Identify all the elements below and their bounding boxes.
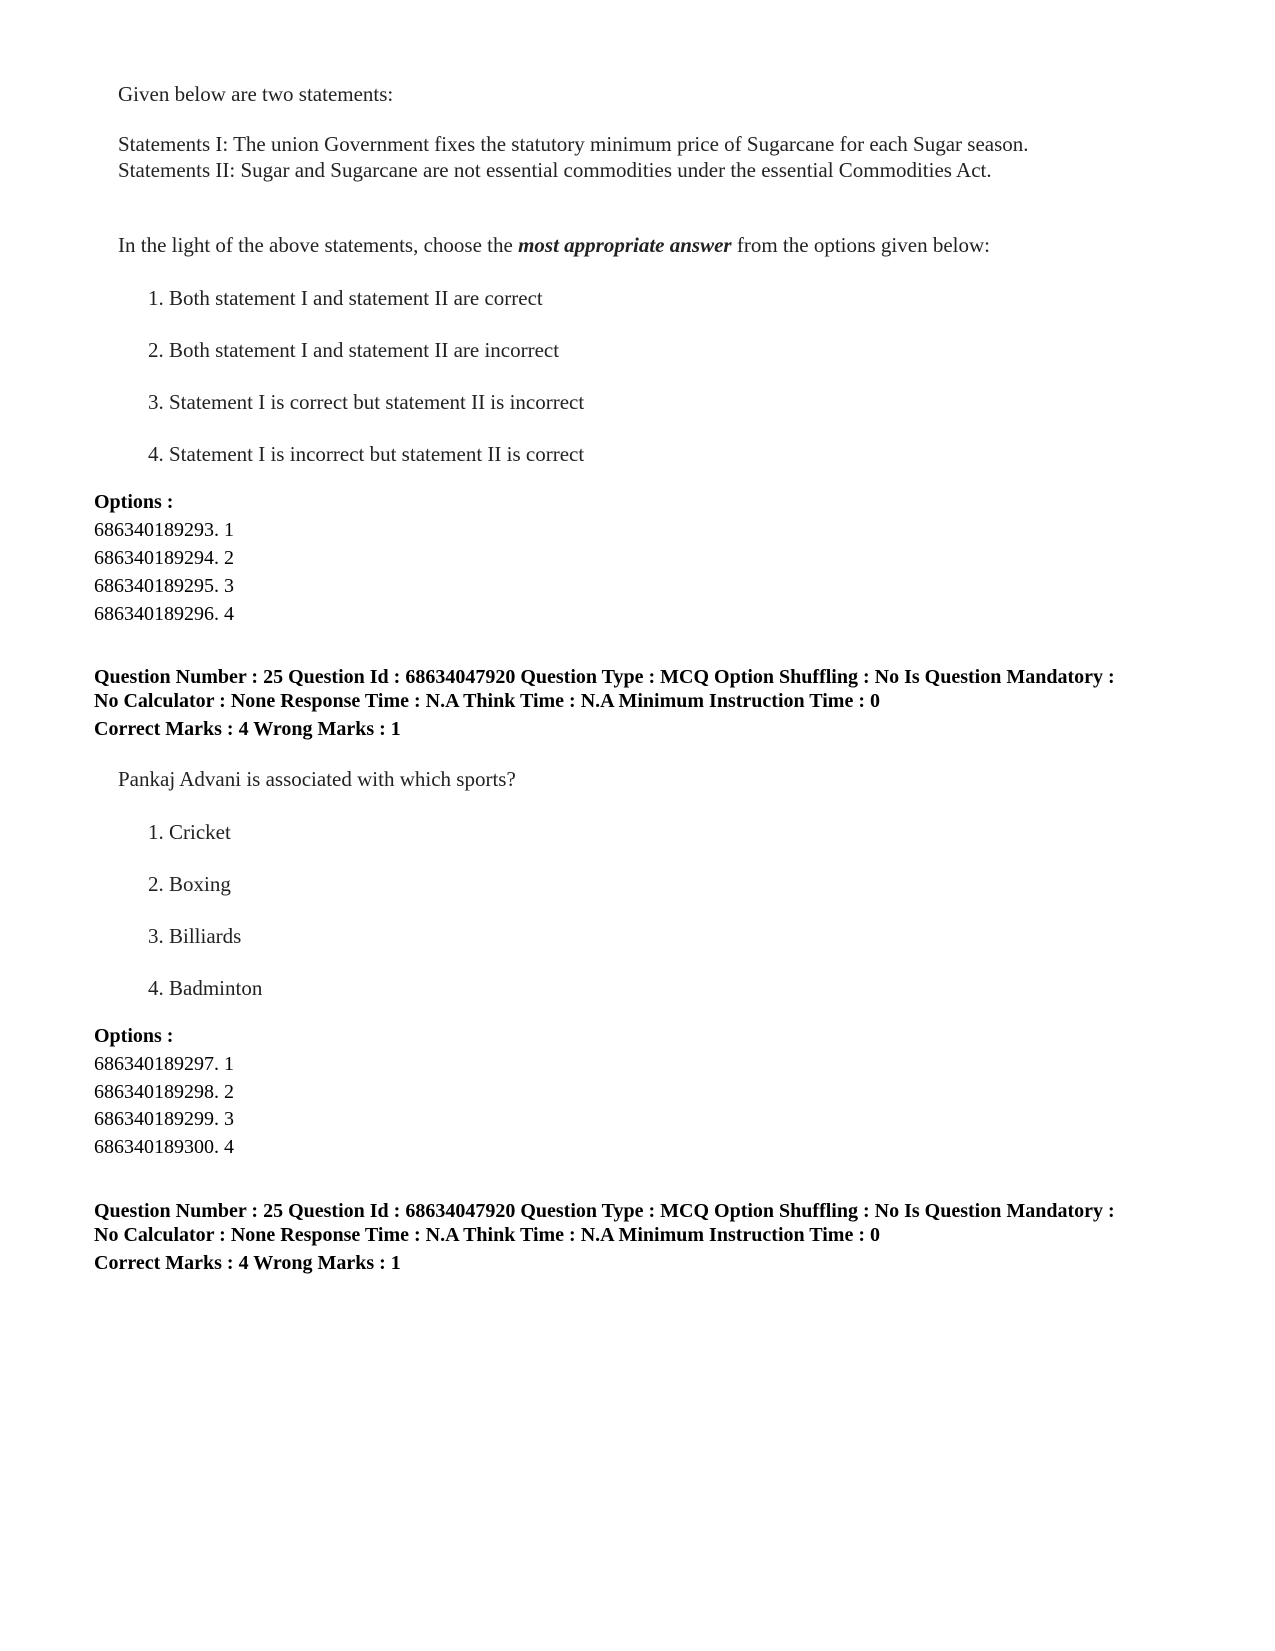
question-prompt (118, 233, 990, 258)
choice-item: 2. Boxing (148, 872, 231, 896)
option-line: 686340189295. 3 (94, 575, 234, 597)
question-meta (94, 665, 1214, 741)
question-intro: Given below are two statements: (118, 82, 394, 106)
options-label: Options : (94, 491, 174, 513)
option-line: 686340189293. 1 (94, 519, 234, 541)
choice-item: 2. Both statement I and statement II are incorrect (148, 338, 560, 362)
meta-line: Question Number : 25 Question Id : 68634047920 Question Type : MCQ Option Shuffling : No Is Question Mandatory : (94, 1200, 1115, 1222)
option-line: 686340189294. 2 (94, 547, 234, 569)
option-line: 686340189297. 1 (94, 1053, 234, 1075)
prompt-text-before: In the light of the above statements, choose the (118, 233, 519, 257)
meta-marks: Correct Marks : 4 Wrong Marks : 1 (94, 718, 401, 740)
options-label: Options : (94, 1025, 174, 1047)
choice-item: 4. Badminton (148, 976, 263, 1000)
question-meta (94, 1199, 1214, 1275)
prompt-text-after: from the options given below: (731, 233, 990, 257)
choice-item: 3. Billiards (148, 924, 242, 948)
choice-item: 1. Both statement I and statement II are correct (148, 286, 543, 310)
option-line: 686340189296. 4 (94, 603, 234, 625)
option-line: 686340189299. 3 (94, 1108, 234, 1130)
meta-line: No Calculator : None Response Time : N.A Think Time : N.A Minimum Instruction Time : 0 (94, 690, 880, 712)
option-line: 686340189300. 4 (94, 1136, 234, 1158)
meta-line: No Calculator : None Response Time : N.A Think Time : N.A Minimum Instruction Time : 0 (94, 1224, 880, 1246)
option-line: 686340189298. 2 (94, 1081, 234, 1103)
choice-item: 1. Cricket (148, 820, 231, 844)
question-text: Pankaj Advani is associated with which sports? (118, 767, 516, 791)
meta-line: Question Number : 25 Question Id : 68634047920 Question Type : MCQ Option Shuffling : No Is Question Mandatory : (94, 666, 1115, 688)
statement-one: Statements I: The union Government fixes the statutory minimum price of Sugarcane for each Sugar season. (118, 132, 1029, 156)
prompt-emphasis: most appropriate answer (518, 233, 732, 257)
choice-item: 4. Statement I is incorrect but statement II is correct (148, 442, 585, 466)
meta-marks: Correct Marks : 4 Wrong Marks : 1 (94, 1252, 401, 1274)
choice-item: 3. Statement I is correct but statement II is incorrect (148, 390, 585, 414)
statement-two: Statements II: Sugar and Sugarcane are not essential commodities under the essential Commodities Act. (118, 158, 992, 182)
